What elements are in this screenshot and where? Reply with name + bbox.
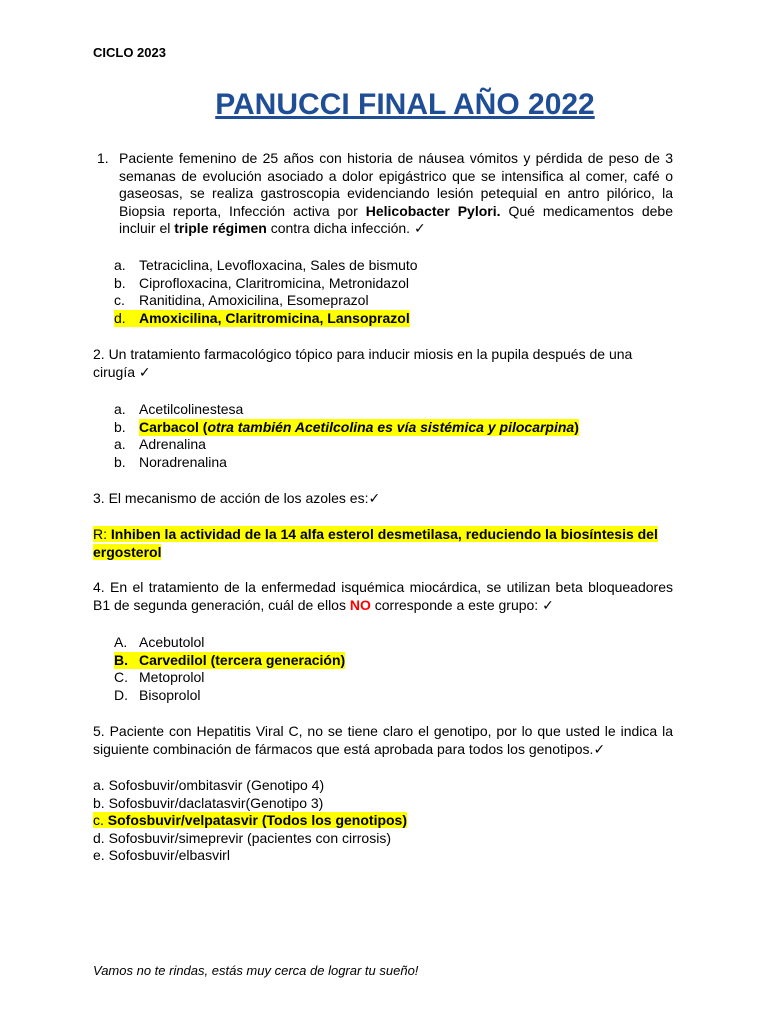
option-text: Ciprofloxacina, Claritromicina, Metronidazol bbox=[139, 274, 409, 291]
option-letter: c. bbox=[114, 292, 125, 309]
option-text: Metoprolol bbox=[139, 669, 205, 686]
question-2-text-body: 2. Un tratamiento farmacológico tópico para inducir miosis en la pupila después de una cirugía bbox=[93, 346, 633, 380]
option-text: Bisoprolol bbox=[139, 686, 201, 703]
list-item bbox=[114, 292, 674, 310]
option-text-highlighted bbox=[139, 419, 579, 437]
question-5-options bbox=[93, 777, 653, 865]
question-5-text bbox=[93, 723, 673, 759]
option-text-highlighted: Amoxicilina, Claritromicina, Lansoprazol bbox=[139, 309, 410, 326]
question-3-text bbox=[93, 490, 673, 509]
check-icon: ✓ bbox=[138, 364, 151, 381]
question-1-number: 1. bbox=[97, 150, 109, 166]
question-4-emphasis: NO bbox=[349, 596, 371, 613]
list-item: d. Sofosbuvir/simeprevir (pacientes con cirrosis) bbox=[93, 829, 391, 846]
option-text-italic: otra también Acetilcolina es vía sistémica y pilocarpina bbox=[207, 418, 575, 435]
list-item-correct bbox=[114, 419, 674, 437]
question-1-text-c: contra dicha infección. bbox=[266, 220, 414, 236]
question-1-text-b: Qué medicamentos debe incluir el bbox=[119, 202, 673, 236]
option-text-highlighted: Sofosbuvir/velpatasvir (Todos los genotipos) bbox=[107, 812, 408, 829]
question-4-text bbox=[93, 579, 673, 615]
header-cycle: CICLO 2023 bbox=[93, 45, 166, 60]
option-text: Noradrenalina bbox=[139, 453, 227, 470]
question-1-text bbox=[119, 150, 673, 239]
list-item bbox=[114, 669, 674, 687]
option-letter: a. bbox=[114, 436, 126, 453]
question-1-text-a: Paciente femenino de 25 años con historia de náusea vómitos y pérdida de peso de 3 semanas de evolución asociado a dolor epigástrico que se intensifica al comer, café o gaseosas, se realiza gastroscopia evidenciando lesión petequial en antro pilórico, la Biopsia reporta, Infección activa por bbox=[119, 150, 673, 219]
option-letter: A. bbox=[114, 634, 128, 650]
list-item bbox=[114, 634, 674, 652]
list-item bbox=[114, 401, 674, 419]
list-item: b. Sofosbuvir/daclatasvir(Genotipo 3) bbox=[93, 794, 324, 811]
option-text: Tetraciclina, Levofloxacina, Sales de bismuto bbox=[139, 257, 418, 273]
question-4-options bbox=[114, 634, 674, 704]
check-icon: ✓ bbox=[593, 741, 606, 758]
question-3-text-body: 3. El mecanismo de acción de los azoles es: bbox=[93, 490, 369, 506]
page-title-text: PANUCCI FINAL AÑO 2022 bbox=[215, 88, 595, 121]
option-letter: a. bbox=[114, 257, 126, 273]
question-1-bold-a: Helicobacter Pylori. bbox=[365, 202, 501, 219]
option-text-c: ) bbox=[574, 418, 579, 435]
question-4-text-a: 4. En el tratamiento de la enfermedad isquémica miocárdica, se utilizan beta bloqueadores B1 de segunda generación, cuál de ellos bbox=[93, 579, 673, 613]
list-item bbox=[114, 687, 674, 705]
question-3-answer bbox=[93, 526, 673, 561]
option-text: Adrenalina bbox=[139, 436, 206, 453]
option-text: Acebutolol bbox=[139, 634, 205, 650]
option-letter: b. bbox=[114, 274, 126, 291]
question-1 bbox=[93, 150, 673, 239]
option-letter: d. bbox=[114, 310, 139, 328]
check-icon: ✓ bbox=[542, 597, 554, 614]
option-letter: a. bbox=[114, 401, 126, 417]
option-letter: b. bbox=[114, 418, 126, 435]
list-item-correct bbox=[114, 652, 674, 670]
option-text-highlighted: Carvedilol (tercera generación) bbox=[139, 651, 346, 668]
answer-prefix: R: bbox=[93, 526, 111, 542]
page-title bbox=[0, 86, 768, 124]
question-1-options bbox=[114, 257, 674, 327]
list-item bbox=[114, 275, 674, 293]
list-item-correct bbox=[93, 812, 653, 830]
list-item bbox=[114, 436, 674, 454]
question-2-text bbox=[93, 346, 673, 382]
list-item-correct bbox=[114, 310, 674, 328]
option-letter: C. bbox=[114, 669, 128, 686]
list-item bbox=[114, 454, 674, 472]
option-letter: b. bbox=[114, 453, 126, 470]
option-text: Ranitidina, Amoxicilina, Esomeprazol bbox=[139, 292, 369, 309]
list-item bbox=[114, 257, 674, 275]
footer-motivation: Vamos no te rindas, estás muy cerca de lograr tu sueño! bbox=[93, 963, 419, 978]
question-2-options bbox=[114, 401, 674, 471]
answer-text-highlighted: Inhiben la actividad de la 14 alfa esterol desmetilasa, reduciendo la biosíntesis del ergosterol bbox=[93, 526, 658, 560]
option-text: Acetilcolinestesa bbox=[139, 401, 244, 417]
check-icon: ✓ bbox=[368, 491, 381, 507]
option-letter: c. bbox=[93, 812, 108, 829]
option-letter: B. bbox=[114, 652, 139, 670]
question-4-text-b: corresponde a este grupo: bbox=[370, 596, 543, 613]
list-item: a. Sofosbuvir/ombitasvir (Genotipo 4) bbox=[93, 777, 325, 793]
option-letter: D. bbox=[114, 686, 128, 703]
list-item: e. Sofosbuvir/elbasvirl bbox=[93, 847, 230, 864]
option-text-a: Carbacol ( bbox=[139, 418, 208, 435]
check-icon: ✓ bbox=[413, 221, 426, 237]
question-1-bold-b: triple régimen bbox=[174, 220, 267, 236]
question-5-text-body: 5. Paciente con Hepatitis Viral C, no se tiene claro el genotipo, por lo que usted le indica la siguiente combinación de fármacos que está aprobada para todos los genotipos. bbox=[93, 723, 673, 757]
